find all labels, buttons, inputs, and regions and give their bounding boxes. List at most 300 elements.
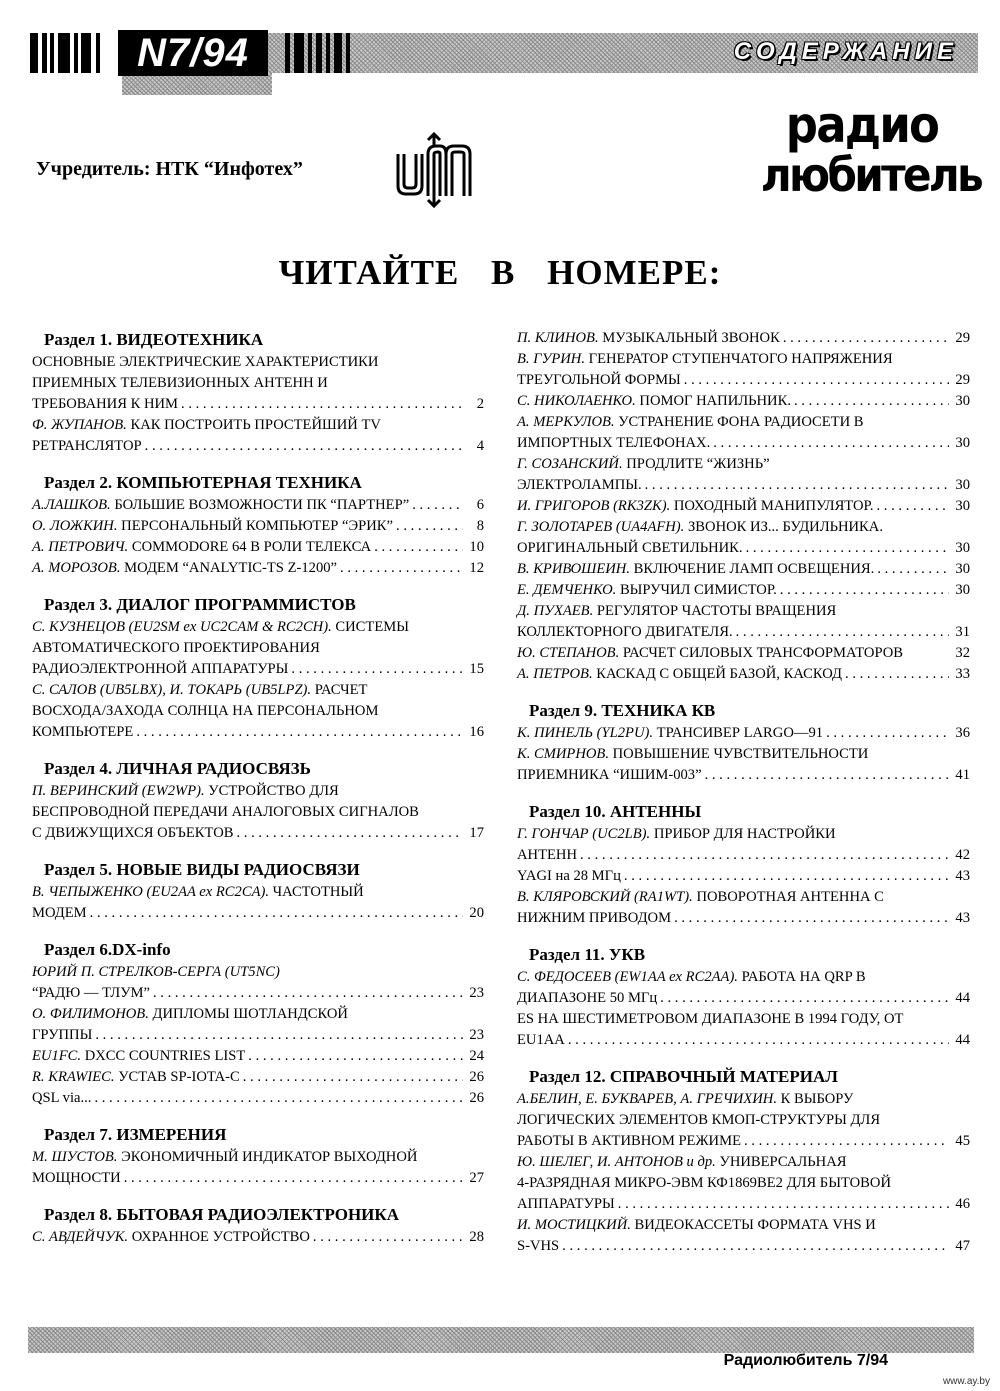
dot-leader — [826, 723, 949, 744]
section-heading: Раздел 12. СПРАВОЧНЫЙ МАТЕРИАЛ — [529, 1067, 838, 1086]
entry-title-line — [32, 415, 484, 436]
entry-author: В. ГУРИН. — [517, 351, 585, 367]
entry-last-line — [32, 436, 484, 457]
barcode-bar — [294, 33, 304, 73]
entry-author: А. ПЕТРОВ. — [517, 666, 593, 682]
entry-last-line — [517, 845, 970, 866]
dot-leader — [181, 394, 463, 415]
dot-leader — [95, 1025, 463, 1046]
entry-last-line — [32, 394, 484, 415]
dot-leader — [705, 765, 949, 786]
entry-title-text: ПОВЫШЕНИЕ ЧУВСТВИТЕЛЬНОСТИ — [612, 746, 869, 762]
contents-entry — [32, 516, 484, 537]
entry-title-text — [517, 866, 621, 887]
entry-last-line — [32, 1046, 484, 1067]
entry-last-line — [517, 664, 970, 685]
dot-leader — [713, 433, 949, 454]
entry-author: О. ЛОЖКИН. — [32, 518, 118, 534]
page-number: 41 — [955, 767, 970, 783]
dot-leader — [877, 496, 950, 517]
magazine-logo-line2: любитель — [760, 148, 982, 202]
entry-title: КОМПЬЮТЕРЕ — [32, 724, 134, 740]
entry-title-line — [32, 352, 484, 373]
entry-title-text — [517, 908, 671, 929]
barcode-bar — [58, 33, 70, 73]
entry-author: Ю. ШЕЛЕГ, И. АНТОНОВ и др. — [517, 1154, 716, 1170]
page-number: 4 — [476, 438, 484, 454]
entry-title-line — [32, 638, 484, 659]
entry-last-line — [32, 659, 484, 680]
entry-title-text — [517, 845, 577, 866]
page-number: 30 — [955, 561, 970, 577]
footer-issue: Радиолюбитель 7/94 — [723, 1352, 888, 1369]
entry-author: П. КЛИНОВ. — [517, 330, 599, 346]
contents-entry — [517, 723, 970, 744]
contents-entry — [517, 412, 970, 454]
contents-entry — [517, 1215, 970, 1257]
contents-label: СОДЕРЖАНИЕ — [733, 38, 958, 65]
entry-author: Г. СОЗАНСКИЙ. — [517, 456, 623, 472]
entry-last-line — [517, 765, 970, 786]
page-number: 24 — [469, 1048, 484, 1064]
entry-title-text — [32, 394, 178, 415]
entry-last-line — [32, 903, 484, 924]
entry-title-text — [32, 903, 87, 924]
entry-title-text: ЧАСТОТНЫЙ — [272, 884, 364, 900]
page-number: 32 — [955, 645, 970, 661]
contents-entry — [517, 559, 970, 580]
dot-leader — [684, 370, 949, 391]
entry-title-line — [517, 1110, 970, 1131]
entry-title-text — [517, 1236, 559, 1257]
barcode-bar — [30, 33, 38, 73]
entry-author: В. КЛЯРОВСКИЙ (RA1WT). — [517, 889, 693, 905]
entry-title-text — [517, 765, 702, 786]
entry-author: А.БЕЛИН, Е. БУКВАРЕВ, А. ГРЕЧИХИН. — [517, 1091, 777, 1107]
entry-title-line — [32, 680, 484, 701]
entry-title-line — [32, 617, 484, 638]
entry-last-line — [32, 722, 484, 743]
section-heading: Раздел 6.DX-info — [44, 940, 171, 959]
entry-title-text — [517, 496, 874, 517]
contents-entry — [32, 1004, 484, 1046]
contents-entry — [517, 664, 970, 685]
entry-title-text — [517, 538, 743, 559]
entry-author: С. САЛОВ (UB5LBX), И. ТОКАРЬ (UB5LPZ). — [32, 682, 312, 698]
entry-title: ОРИГИНАЛЬНЫЙ СВЕТИЛЬНИК. — [517, 540, 743, 556]
contents-entry — [32, 352, 484, 415]
dot-leader — [412, 495, 463, 516]
dot-leader — [568, 1030, 949, 1051]
footer-pattern-band — [28, 1327, 974, 1353]
entry-last-line — [517, 988, 970, 1009]
page-number: 2 — [476, 396, 484, 412]
entry-last-line — [32, 1088, 484, 1109]
entry-title-text — [32, 1227, 310, 1248]
page-number: 26 — [469, 1090, 484, 1106]
page-number: 45 — [955, 1133, 970, 1149]
magazine-logo-line1: радио — [785, 96, 939, 154]
entry-author: С. ФЕДОСЕЕВ (EW1AA ex RC2AA). — [517, 969, 738, 985]
entry-title-text: ВИДЕОКАССЕТЫ ФОРМАТА VHS И — [634, 1217, 876, 1233]
dot-leader — [736, 622, 949, 643]
entry-title: ВЫРУЧИЛ СИМИСТОР. — [619, 582, 777, 598]
page-number: 36 — [955, 725, 970, 741]
page-number: 29 — [955, 372, 970, 388]
entry-author: С. КУЗНЕЦОВ (EU2SM ex UC2CAM & RC2CH). — [32, 619, 332, 635]
entry-title: S-VHS — [517, 1238, 560, 1254]
entry-title-text — [32, 558, 337, 579]
entry-author: Д. ПУХАЕВ. — [517, 603, 594, 619]
issue-number: N7/94 — [118, 30, 268, 76]
page-number: 17 — [469, 825, 484, 841]
entry-author: Г. ЗОЛОТАРЕВ (UA4AFH). — [517, 519, 685, 535]
entry-title-text: РАСЧЕТ — [314, 682, 368, 698]
dot-leader — [90, 903, 463, 924]
entry-author: И. ГРИГОРОВ (RK3ZK). — [517, 498, 671, 514]
entry-author: А. МЕРКУЛОВ. — [517, 414, 615, 430]
page-number: 12 — [469, 560, 484, 576]
entry-title-text — [32, 823, 233, 844]
entry-title-text: КАК ПОСТРОИТЬ ПРОСТЕЙШИЙ TV — [130, 417, 381, 433]
entry-title: УСТАВ SP-IOTA-C — [118, 1069, 240, 1085]
entry-title: АППАРАТУРЫ — [517, 1196, 615, 1212]
entry-last-line — [517, 1194, 970, 1215]
page-number: 23 — [469, 1027, 484, 1043]
entry-title: МОДЕМ “ANALYTIC-TS Z-1200” — [124, 560, 338, 576]
entry-last-line — [517, 433, 970, 454]
entry-title-line — [517, 1009, 970, 1030]
dot-leader — [794, 391, 949, 412]
founder-line: Учредитель: НТК “Инфотех” — [36, 158, 303, 180]
section-heading: Раздел 8. БЫТОВАЯ РАДИОЭЛЕКТРОНИКА — [44, 1205, 399, 1224]
entry-title-text: РЕГУЛЯТОР ЧАСТОТЫ ВРАЩЕНИЯ — [596, 603, 837, 619]
entry-last-line — [32, 516, 484, 537]
entry-title-text — [32, 516, 393, 537]
entry-last-line — [32, 1067, 484, 1088]
entry-title: ТРЕБОВАНИЯ К НИМ — [32, 396, 179, 412]
entry-last-line — [517, 1236, 970, 1257]
entry-title-text: ЗВОНОК ИЗ... БУДИЛЬНИКА. — [687, 519, 883, 535]
contents-section — [32, 1123, 484, 1189]
barcode-bar — [316, 33, 322, 73]
dot-leader — [746, 538, 949, 559]
contents-entry — [517, 349, 970, 391]
entry-last-line — [32, 823, 484, 844]
entry-title-text: ES НА ШЕСТИМЕТРОВОМ ДИАПАЗОНЕ В 1994 ГОДУ, ОТ — [517, 1011, 904, 1027]
dot-leader — [236, 823, 463, 844]
dot-leader — [248, 1046, 463, 1067]
page-number: 46 — [955, 1196, 970, 1212]
entry-title: МОЩНОСТИ — [32, 1170, 121, 1186]
contents-section — [32, 938, 484, 1109]
entry-title-line — [32, 882, 484, 903]
entry-title-line — [517, 454, 970, 475]
entry-title: ВКЛЮЧЕНИЕ ЛАМП ОСВЕЩЕНИЯ. — [633, 561, 875, 577]
page-number: 30 — [955, 540, 970, 556]
entry-title-line — [32, 962, 484, 983]
dot-leader — [580, 845, 949, 866]
entry-title-text — [32, 659, 288, 680]
entry-last-line — [32, 1168, 484, 1189]
contents-section — [32, 1203, 484, 1248]
page-number: 44 — [955, 1032, 970, 1048]
entry-title-line — [517, 824, 970, 845]
page-number: 30 — [955, 393, 970, 409]
entry-title-text: СИСТЕМЫ — [335, 619, 409, 635]
entry-title-line — [517, 1173, 970, 1194]
entry-title: ПЕРСОНАЛЬНЫЙ КОМПЬЮТЕР “ЭРИК” — [121, 518, 394, 534]
page-headline: ЧИТАЙТЕ В НОМЕРЕ: — [278, 253, 722, 292]
entry-title-line — [32, 1004, 484, 1025]
contents-section — [517, 1065, 970, 1257]
barcode-bar — [81, 33, 91, 73]
entry-title-text: ПРИЕМНЫХ ТЕЛЕВИЗИОННЫХ АНТЕНН И — [32, 375, 328, 391]
entry-last-line — [517, 723, 970, 744]
entry-title: ТРЕУГОЛЬНОЙ ФОРМЫ — [517, 372, 681, 388]
contents-entry — [517, 328, 970, 349]
dot-leader — [136, 722, 463, 743]
dot-leader — [374, 537, 463, 558]
dot-leader — [153, 983, 463, 1004]
barcode-bar — [334, 33, 342, 73]
entry-title-text — [517, 1030, 565, 1051]
entry-title: QSL via... — [32, 1090, 92, 1106]
contents-section — [32, 593, 484, 743]
page-number: 44 — [955, 990, 970, 1006]
entry-title: АНТЕНН — [517, 847, 577, 863]
contents-entry — [32, 882, 484, 924]
contents-entry — [517, 1089, 970, 1152]
entry-title-text — [32, 436, 142, 457]
entry-title: EU1AA — [517, 1032, 565, 1048]
entry-title-line — [32, 802, 484, 823]
entry-title-line — [517, 1152, 970, 1173]
contents-entry — [517, 454, 970, 496]
entry-title: РАБОТЫ В АКТИВНОМ РЕЖИМЕ — [517, 1133, 741, 1149]
entry-title-text: ДИПЛОМЫ ШОТЛАНДСКОЙ — [152, 1006, 348, 1022]
entry-title-line — [517, 1215, 970, 1236]
contents-entry — [32, 617, 484, 680]
entry-author: А. ПЕТРОВИЧ. — [32, 539, 129, 555]
entry-title-text: УСТРОЙСТВО ДЛЯ — [208, 783, 339, 799]
entry-author: Ф. ЖУПАНОВ. — [32, 417, 127, 433]
section-heading: Раздел 11. УКВ — [529, 945, 646, 964]
page-number: 31 — [955, 624, 970, 640]
entry-title: РЕТРАНСЛЯТОР — [32, 438, 142, 454]
entry-title-text: АВТОМАТИЧЕСКОГО ПРОЕКТИРОВАНИЯ — [32, 640, 320, 656]
entry-title-line — [517, 887, 970, 908]
entry-author: П. ВЕРИНСКИЙ (EW2WP). — [32, 783, 205, 799]
entry-title-line — [517, 1089, 970, 1110]
entry-title-text — [517, 988, 657, 1009]
entry-title-text: БЕСПРОВОДНОЙ ПЕРЕДАЧИ АНАЛОГОВЫХ СИГНАЛОВ — [32, 804, 419, 820]
contents-entry — [517, 1009, 970, 1051]
entry-title: БОЛЬШИЕ ВОЗМОЖНОСТИ ПК “ПАРТНЕР” — [114, 497, 410, 513]
entry-title: ПОМОГ НАПИЛЬНИК. — [639, 393, 791, 409]
entry-title-line — [517, 412, 970, 433]
contents-entry — [32, 1227, 484, 1248]
entry-last-line — [517, 622, 970, 643]
entry-author: К. ПИНЕЛЬ (YL2PU). — [517, 725, 654, 741]
publisher-logo-icon — [392, 132, 476, 208]
entry-title-text — [517, 1194, 615, 1215]
entry-author: М. ШУСТОВ. — [32, 1149, 118, 1165]
contents-entry — [517, 824, 970, 866]
page-number: 47 — [955, 1238, 970, 1254]
entry-title-line — [32, 1147, 484, 1168]
section-heading: Раздел 7. ИЗМЕРЕНИЯ — [44, 1125, 227, 1144]
contents-column-left — [32, 328, 484, 1248]
contents-entry — [32, 962, 484, 1004]
dot-leader — [340, 558, 463, 579]
entry-title-text: ОСНОВНЫЕ ЭЛЕКТРИЧЕСКИЕ ХАРАКТЕРИСТИКИ — [32, 354, 379, 370]
page-number: 26 — [469, 1069, 484, 1085]
page-number: 28 — [469, 1229, 484, 1245]
entry-title: ТРАНСИВЕР LARGO—91 — [656, 725, 824, 741]
entry-author: К. СМИРНОВ. — [517, 746, 609, 762]
contents-entry — [517, 496, 970, 517]
entry-author: И. МОСТИЦКИЙ. — [517, 1217, 631, 1233]
dot-leader — [618, 1194, 949, 1215]
dot-leader — [780, 580, 949, 601]
entry-title-text — [517, 328, 780, 349]
entry-title-line — [517, 967, 970, 988]
entry-title-text — [517, 664, 842, 685]
entry-title: ОХРАННОЕ УСТРОЙСТВО — [131, 1229, 310, 1245]
dot-leader — [744, 1131, 949, 1152]
barcode-bar — [346, 33, 350, 73]
watermark: www.ay.by — [942, 1376, 990, 1387]
barcode-bar — [42, 33, 47, 73]
contents-section — [517, 943, 970, 1051]
contents-entry — [32, 1088, 484, 1109]
contents-section — [32, 328, 484, 457]
entry-last-line — [517, 1131, 970, 1152]
entry-author: С. АВДЕЙЧУК. — [32, 1229, 129, 1245]
entry-last-line — [517, 475, 970, 496]
contents-section — [517, 328, 970, 685]
entry-title: КАСКАД С ОБЩЕЙ БАЗОЙ, КАСКОД — [596, 666, 843, 682]
entry-last-line — [32, 1227, 484, 1248]
entry-title-text: ЭКОНОМИЧНЫЙ ИНДИКАТОР ВЫХОДНОЙ — [121, 1149, 418, 1165]
entry-title: КОЛЛЕКТОРНОГО ДВИГАТЕЛЯ. — [517, 624, 733, 640]
entry-last-line — [517, 866, 970, 887]
dot-leader — [291, 659, 463, 680]
dot-leader — [660, 988, 949, 1009]
contents-entry — [32, 495, 484, 516]
page-number: 43 — [955, 868, 970, 884]
contents-entry — [517, 967, 970, 1009]
header-pattern-band-lower — [122, 73, 272, 95]
contents-entry — [517, 643, 970, 664]
entry-title-text — [517, 580, 777, 601]
entry-last-line — [517, 538, 970, 559]
entry-author: В. ЧЕПЫЖЕНКО (EU2AA ex RC2CA). — [32, 884, 269, 900]
entry-title: ГРУППЫ — [32, 1027, 93, 1043]
section-heading: Раздел 9. ТЕХНИКА КВ — [529, 701, 716, 720]
entry-title: DXCC COUNTRIES LIST — [84, 1048, 246, 1064]
section-heading: Раздел 5. НОВЫЕ ВИДЫ РАДИОСВЯЗИ — [44, 860, 360, 879]
barcode-bar — [285, 33, 290, 73]
entry-title-text — [32, 1046, 245, 1067]
entry-title-line — [32, 373, 484, 394]
page-number: 10 — [469, 539, 484, 555]
entry-title-text: ПРОДЛИТЕ “ЖИЗНЬ” — [626, 456, 770, 472]
contents-entry — [517, 887, 970, 929]
entry-last-line — [517, 328, 970, 349]
dot-leader — [562, 1236, 949, 1257]
entry-title: YAGI на 28 МГц — [517, 868, 621, 884]
contents-column-right — [517, 328, 970, 1257]
entry-title-text — [517, 370, 681, 391]
dot-leader — [845, 664, 949, 685]
entry-author: С. НИКОЛАЕНКО. — [517, 393, 636, 409]
entry-author: ЮРИЙ П. СТРЕЛКОВ-СЕРГА (UT5NC) — [32, 964, 280, 980]
contents-entry — [32, 415, 484, 457]
entry-title: ПОХОДНЫЙ МАНИПУЛЯТОР. — [673, 498, 874, 514]
section-heading: Раздел 2. КОМПЬЮТЕРНАЯ ТЕХНИКА — [44, 473, 362, 492]
entry-last-line — [32, 1025, 484, 1046]
dot-leader — [396, 516, 463, 537]
dot-leader — [243, 1067, 463, 1088]
page-number: 29 — [955, 330, 970, 346]
section-heading: Раздел 10. АНТЕННЫ — [529, 802, 702, 821]
entry-title-text: К ВЫБОРУ — [780, 1091, 854, 1107]
dot-leader — [783, 328, 949, 349]
entry-title-text: УСТРАНЕНИЕ ФОНА РАДИОСЕТИ В — [618, 414, 864, 430]
entry-title-line — [32, 701, 484, 722]
dot-leader — [94, 1088, 463, 1109]
entry-last-line — [517, 370, 970, 391]
magazine-logo — [752, 96, 982, 210]
contents-entry — [517, 580, 970, 601]
dot-leader — [645, 475, 949, 496]
entry-title-text — [32, 495, 409, 516]
entry-author: В. КРИВОШЕИН. — [517, 561, 630, 577]
entry-title-text: РАБОТА НА QRP В — [741, 969, 866, 985]
entry-title-text — [32, 983, 150, 1004]
page-number: 16 — [469, 724, 484, 740]
page-number: 27 — [469, 1170, 484, 1186]
dot-leader — [624, 866, 949, 887]
entry-title-text: ЛОГИЧЕСКИХ ЭЛЕМЕНТОВ КМОП-СТРУКТУРЫ ДЛЯ — [517, 1112, 881, 1128]
entry-title: С ДВИЖУЩИХСЯ ОБЪЕКТОВ — [32, 825, 234, 841]
entry-title-line — [32, 781, 484, 802]
contents-entry — [517, 1152, 970, 1215]
entry-author: R. KRAWIEC. — [32, 1069, 115, 1085]
entry-title-line — [517, 744, 970, 765]
contents-entry — [32, 1067, 484, 1088]
entry-last-line — [517, 559, 970, 580]
page-number: 23 — [469, 985, 484, 1001]
entry-title: “РАДЮ — ТЛУМ” — [32, 985, 150, 1001]
dot-leader — [313, 1227, 463, 1248]
page-number: 6 — [476, 497, 484, 513]
dot-leader — [877, 559, 949, 580]
entry-title-text — [517, 622, 733, 643]
page-number: 42 — [955, 847, 970, 863]
entry-title-text: ПРИБОР ДЛЯ НАСТРОЙКИ — [653, 826, 836, 842]
entry-author: А. МОРОЗОВ. — [32, 560, 121, 576]
barcode-bar — [308, 33, 312, 73]
page-number: 8 — [476, 518, 484, 534]
entry-title-text — [32, 1168, 121, 1189]
entry-title-line — [517, 517, 970, 538]
entry-title: НИЖНИМ ПРИВОДОМ — [517, 910, 672, 926]
page-number: 43 — [955, 910, 970, 926]
entry-title-text — [517, 559, 874, 580]
